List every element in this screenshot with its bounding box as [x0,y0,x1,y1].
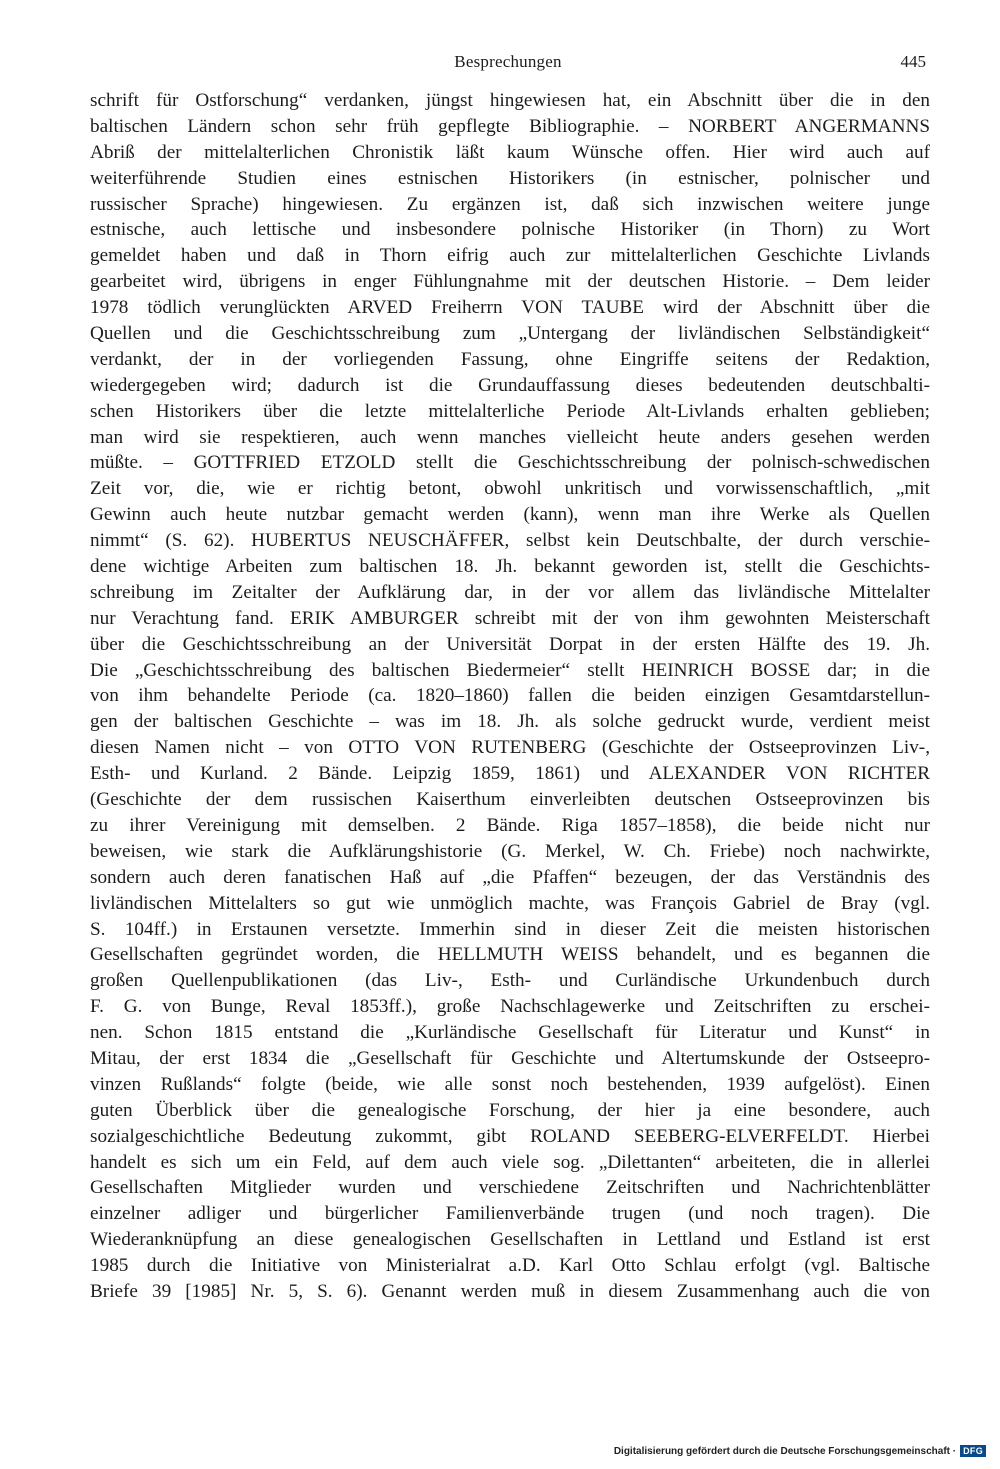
text-line: von ihm behandelte Periode (ca. 1820–1860) fallen die beiden einzigen Gesamtdarstellun- [90,685,930,707]
text-line: großen Quellenpublikationen (das Liv-, Esth- und Curländische Urkundenbuch durch [90,970,930,992]
text-line: Die „Geschichtsschreibung des baltischen Biedermeier“ stellt HEINRICH BOSSE dar; in die [90,659,930,681]
text-line: sozialgeschichtliche Bedeutung zukommt, gibt ROLAND SEEBERG-ELVERFELDT. Hierbei [90,1125,930,1147]
text-line: gearbeitet wird, übrigens in enger Fühlungnahme mit der deutschen Historie. – Dem leider [90,271,930,293]
text-line: gemeldet haben und daß in Thorn eifrig auch zur mittelalterlichen Geschichte Livlands [90,245,930,267]
digitization-footer [614,1445,986,1457]
page-number: 445 [900,52,926,71]
text-line: Briefe 39 [1985] Nr. 5, S. 6). Genannt werden muß in diesem Zusammenhang auch die von [90,1280,930,1302]
text-line: nur Verachtung fand. ERIK AMBURGER schreibt mit der von ihm gewohnten Meisterschaft [90,607,930,629]
text-line: nimmt“ (S. 62). HUBERTUS NEUSCHÄFFER, selbst kein Deutschbalte, der durch verschie- [90,530,930,552]
text-line: Zeit vor, die, wie er richtig betont, obwohl unkritisch und vorwissenschaftlich, „mit [90,478,930,500]
text-line: S. 104ff.) in Erstaunen versetzte. Immerhin sind in dieser Zeit die meisten historischen [90,918,930,940]
text-line: Abriß der mittelalterlichen Chronistik läßt kaum Wünsche offen. Hier wird auch auf [90,141,930,163]
text-line: man wird sie respektieren, auch wenn manches vielleicht heute anders gesehen werden [90,426,930,448]
text-line: schen Historikers über die letzte mittelalterliche Periode Alt-Livlands erhalten geblieben; [90,400,930,422]
text-line: livländischen Mittelalters so gut wie unmöglich machte, was François Gabriel de Bray (vgl. [90,892,930,914]
dfg-logo: DFG [960,1445,986,1457]
text-line: diesen Namen nicht – von OTTO VON RUTENBERG (Geschichte der Ostseeprovinzen Liv-, [90,737,930,759]
text-line: russischer Sprache) hingewiesen. Zu ergänzen ist, daß sich inzwischen weitere junge [90,193,930,215]
text-line: Wiederanknüpfung an diese genealogischen Gesellschaften in Lettland und Estland ist erst [90,1229,930,1251]
text-line: handelt es sich um ein Feld, auf dem auch viele sog. „Dilettanten“ arbeiteten, die in allerlei [90,1151,930,1173]
text-line: Quellen und die Geschichtsschreibung zum „Untergang der livländischen Selbständigkeit“ [90,323,930,345]
body-text [90,88,930,1305]
text-line: müßte. – GOTTFRIED ETZOLD stellt die Geschichtsschreibung der polnisch-schwedischen [90,452,930,474]
text-line: Esth- und Kurland. 2 Bände. Leipzig 1859, 1861) und ALEXANDER VON RICHTER [90,763,930,785]
text-line: 1978 tödlich verunglückten ARVED Freiherrn VON TAUBE wird der Abschnitt über die [90,297,930,319]
text-line: einzelner adliger und bürgerlicher Familienverbände trugen (und noch tragen). Die [90,1203,930,1225]
text-line: zu ihrer Vereinigung mit demselben. 2 Bände. Riga 1857–1858), die beide nicht nur [90,814,930,836]
running-header [90,52,926,76]
text-line: schrift für Ostforschung“ verdanken, jüngst hingewiesen hat, ein Abschnitt über die in den [90,90,930,111]
running-title: Besprechungen [454,52,562,71]
text-line: wiedergegeben wird; dadurch ist die Grundauffassung dieses bedeutenden deutschbalti- [90,374,930,396]
text-line: beweisen, wie stark die Aufklärungshistorie (G. Merkel, W. Ch. Friebe) noch nachwirkte, [90,840,930,862]
text-line: Mitau, der erst 1834 die „Gesellschaft für Geschichte und Altertumskunde der Ostseepro- [90,1047,930,1069]
text-line: guten Überblick über die genealogische Forschung, der hier ja eine besondere, auch [90,1099,930,1121]
text-line: (Geschichte der dem russischen Kaiserthum einverleibten deutschen Ostseeprovinzen bis [90,789,930,811]
text-line: Gesellschaften Mitglieder wurden und verschiedene Zeitschriften und Nachrichtenblätter [90,1177,930,1199]
text-line: über die Geschichtsschreibung an der Universität Dorpat in der ersten Hälfte des 19. Jh. [90,633,930,655]
text-line: sondern auch deren fanatischen Haß auf „die Pfaffen“ bezeugen, der das Verständnis des [90,866,930,888]
text-line: schreibung im Zeitalter der Aufklärung dar, in der vor allem das livländische Mittelalter [90,581,930,603]
text-line: Gewinn auch heute nutzbar gemacht werden (kann), wenn man ihre Werke als Quellen [90,504,930,526]
text-line: estnische, auch lettische und insbesondere polnische Historiker (in Thorn) zu Wort [90,219,930,241]
text-line: 1985 durch die Initiative von Ministerialrat a.D. Karl Otto Schlau erfolgt (vgl. Baltische [90,1255,930,1277]
funding-note: Digitalisierung gefördert durch die Deutsche Forschungsgemeinschaft · [613,1445,957,1457]
text-line: nen. Schon 1815 entstand die „Kurländische Gesellschaft für Literatur und Kunst“ in [90,1022,930,1044]
text-line: gen der baltischen Geschichte – was im 18. Jh. als solche gedruckt wurde, verdient meist [90,711,930,733]
text-line: Gesellschaften gegründet worden, die HELLMUTH WEISS behandelt, und es begannen die [90,944,930,966]
text-line: weiterführende Studien eines estnischen Historikers (in estnischer, polnischer und [90,167,930,189]
text-line: F. G. von Bunge, Reval 1853ff.), große Nachschlagewerke und Zeitschriften zu erschei- [90,996,930,1018]
text-line: vinzen Rußlands“ folgte (beide, wie alle sonst noch bestehenden, 1939 aufgelöst). Einen [90,1073,930,1095]
text-line: baltischen Ländern schon sehr früh gepflegte Bibliographie. – NORBERT ANGERMANNS [90,115,930,137]
text-line: dene wichtige Arbeiten zum baltischen 18. Jh. bekannt geworden ist, stellt die Geschichts- [90,556,930,578]
text-line: verdankt, der in der vorliegenden Fassung, ohne Eingriffe seitens der Redaktion, [90,348,930,370]
